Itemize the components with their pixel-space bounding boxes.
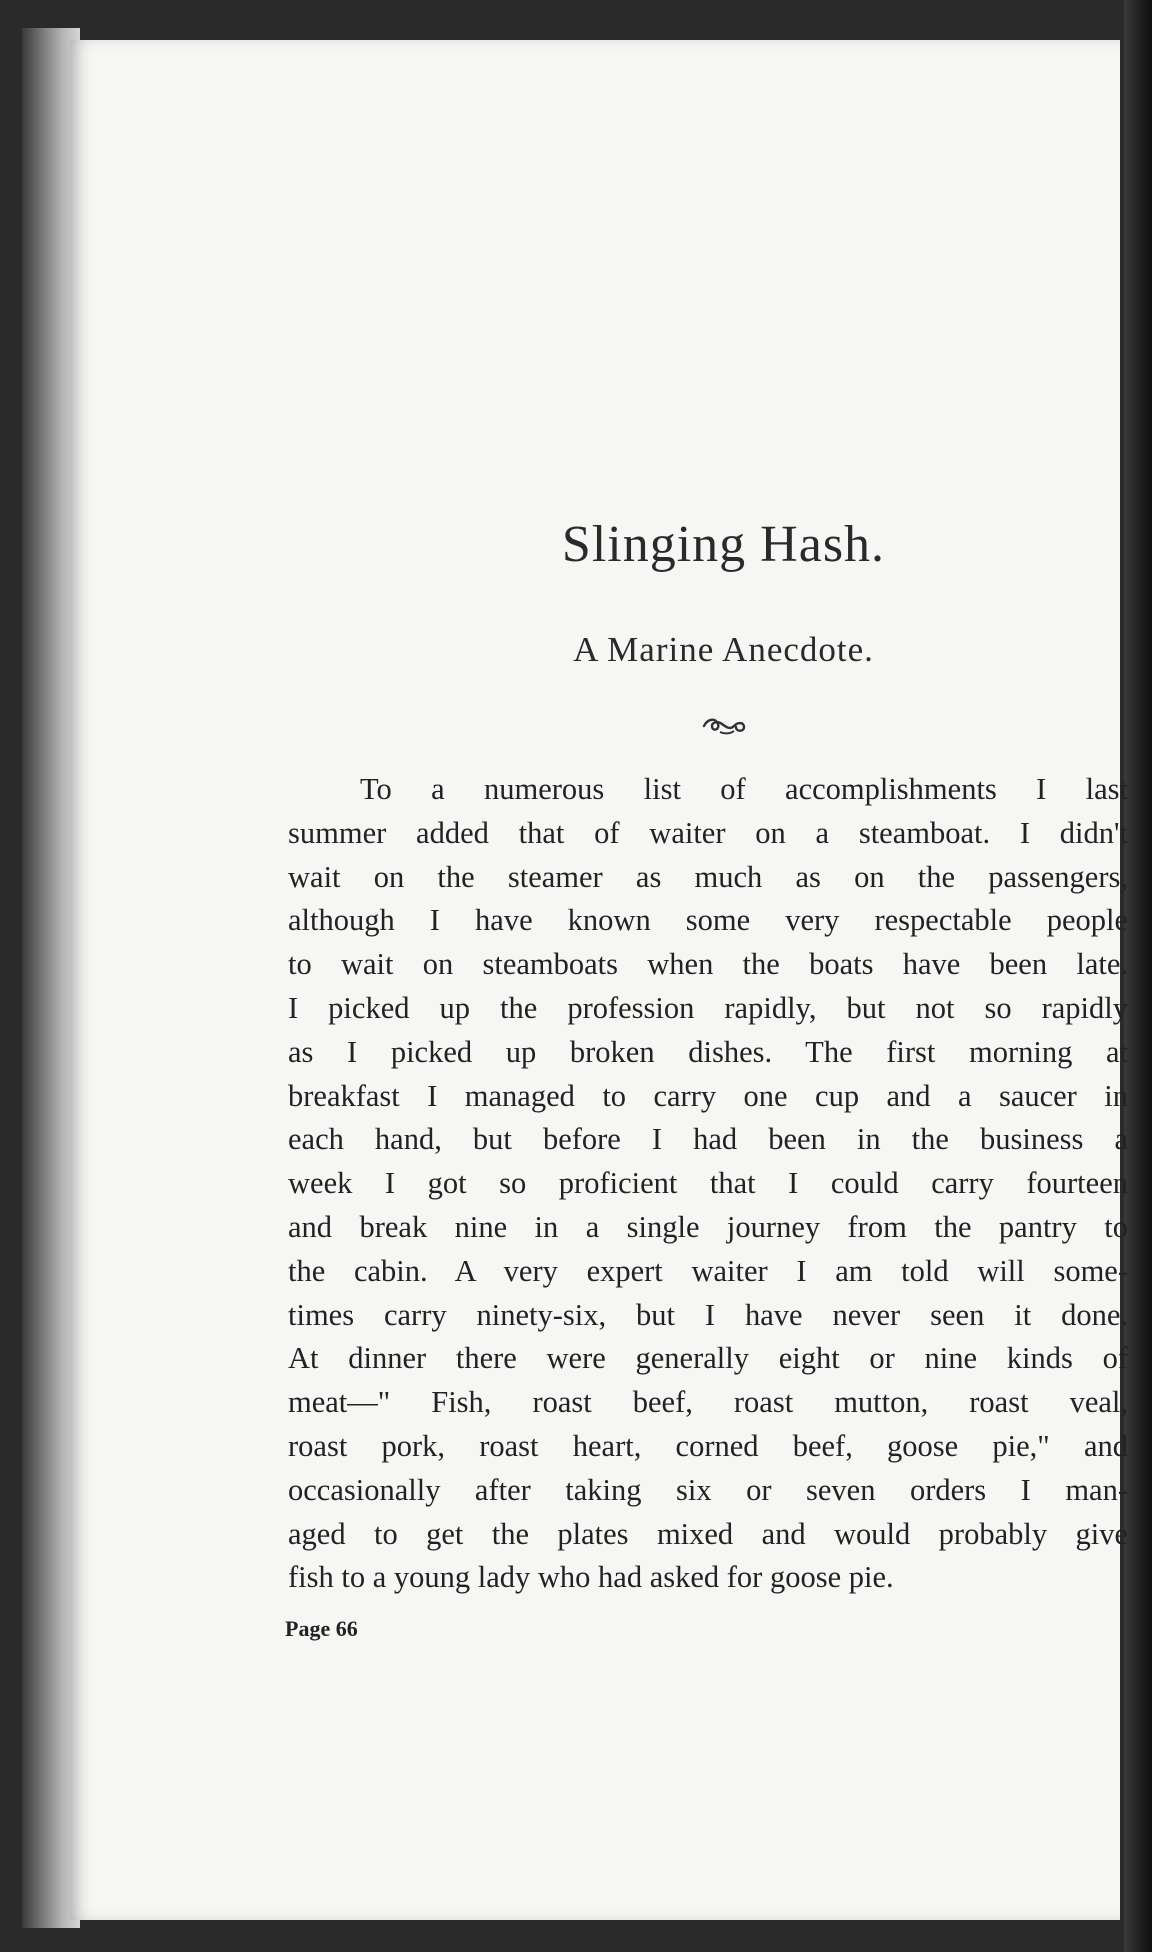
body-line: meat—" Fish, roast beef, roast mutton, roast veal,: [288, 1385, 1128, 1420]
body-line: although I have known some very respectable people: [288, 903, 1128, 938]
body-line: each hand, but before I had been in the business a: [288, 1122, 1128, 1157]
body-line: occasionally after taking six or seven orders I man-: [288, 1472, 1128, 1507]
body-line: as I picked up broken dishes. The first morning at: [288, 1034, 1128, 1069]
body-line: I picked up the profession rapidly, but not so rapidly: [288, 990, 1128, 1025]
body-line: week I got so proficient that I could carry fourteen: [288, 1166, 1128, 1201]
body-line: To a numerous list of accomplishments I last: [360, 772, 1128, 806]
body-line: At dinner there were generally eight or nine kinds of: [288, 1341, 1128, 1376]
page-subtitle: A Marine Anecdote.: [573, 630, 874, 669]
body-line: wait on the steamer as much as on the passengers,: [288, 859, 1128, 894]
body-line: breakfast I managed to carry one cup and a saucer in: [288, 1078, 1128, 1113]
body-line: fish to a young lady who had asked for goose pie.: [288, 1560, 894, 1595]
body-paragraph: [288, 768, 1128, 1600]
body-line: roast pork, roast heart, corned beef, goose pie," and: [288, 1428, 1128, 1463]
page-number: Page 66: [285, 1616, 358, 1641]
body-line: times carry ninety-six, but I have never seen it done.: [288, 1297, 1128, 1332]
page-title: Slinging Hash.: [561, 516, 886, 573]
page-edge-shadow: [1124, 0, 1152, 1952]
scroll-ornament-icon: [700, 712, 748, 738]
body-line: aged to get the plates mixed and would probably give: [288, 1516, 1128, 1551]
body-line: summer added that of waiter on a steamboat. I didn't: [288, 815, 1128, 850]
body-line: and break nine in a single journey from the pantry to: [288, 1209, 1128, 1244]
body-line: the cabin. A very expert waiter I am told will some-: [288, 1253, 1128, 1288]
body-line: to wait on steamboats when the boats have been late.: [288, 947, 1128, 982]
